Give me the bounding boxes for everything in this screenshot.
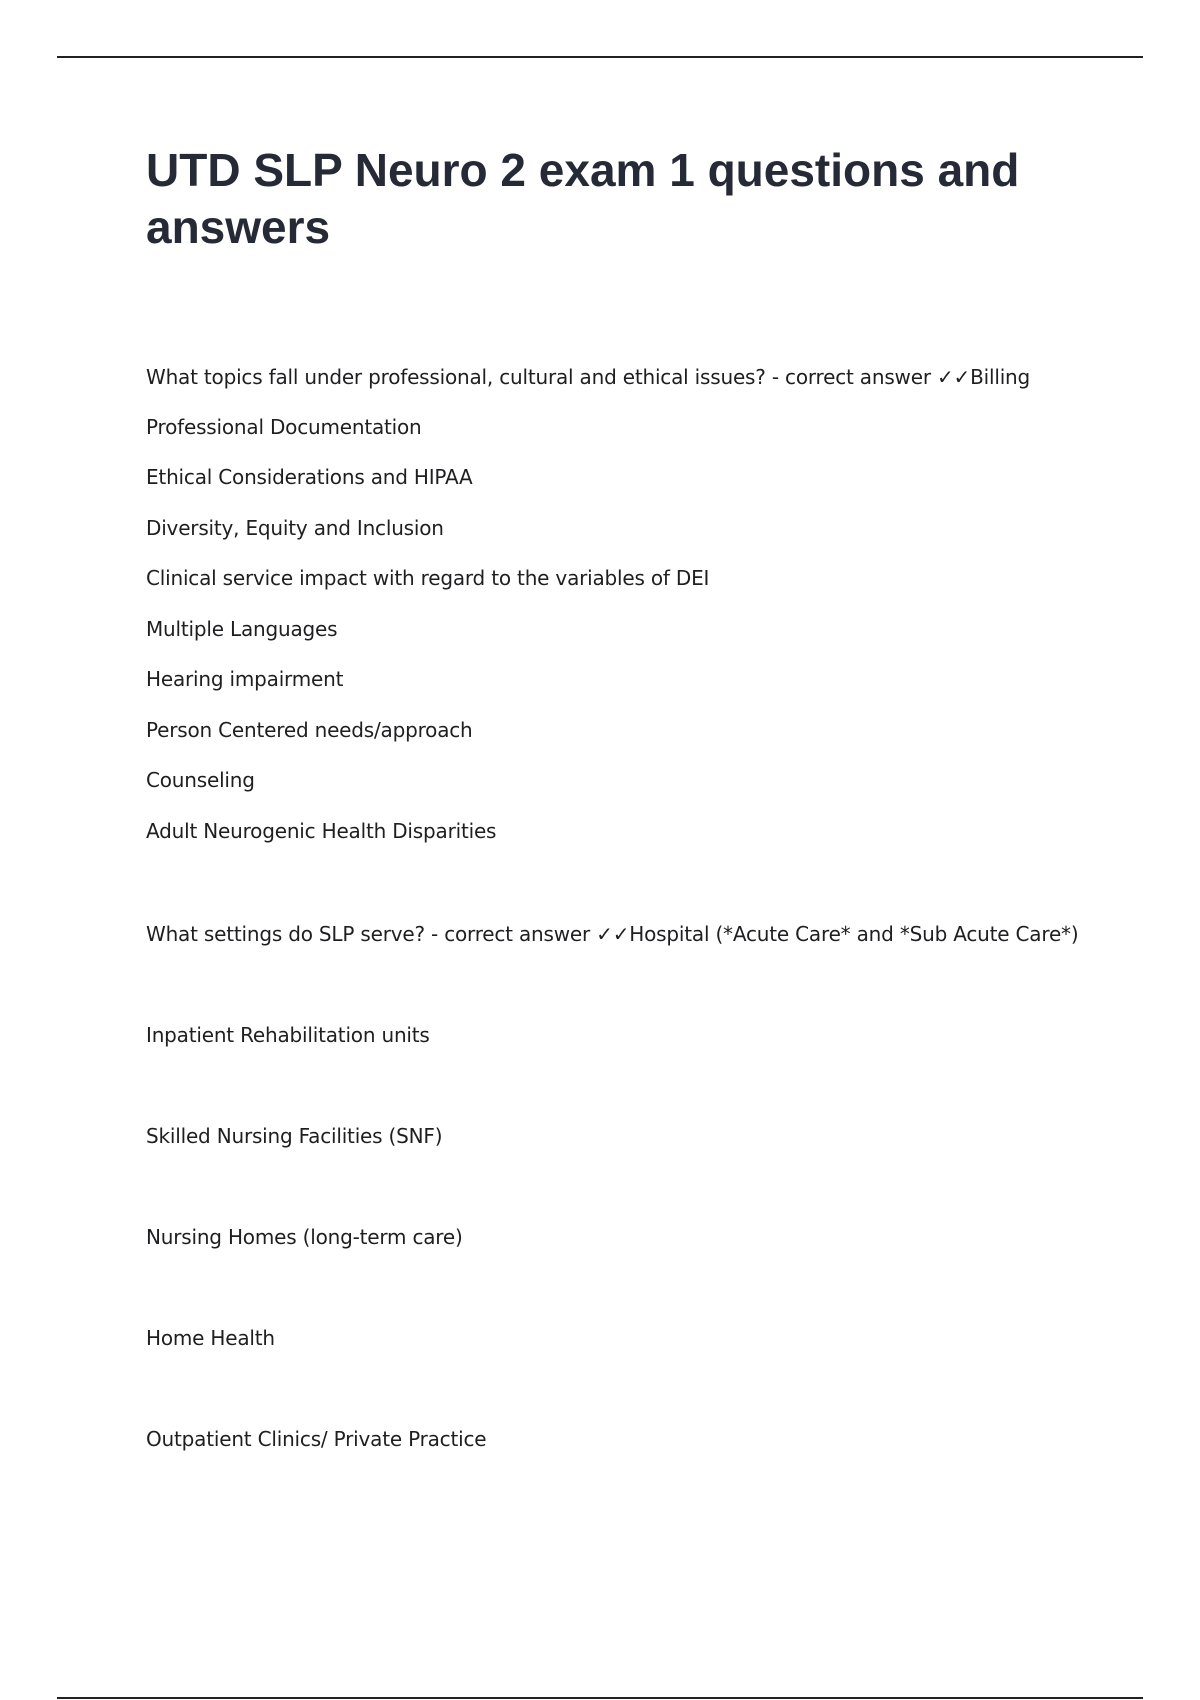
document-title: UTD SLP Neuro 2 exam 1 questions and answers — [146, 144, 1020, 253]
question-2: What settings do SLP serve? - correct answer ✓✓Hospital (*Acute Care* and *Sub Acute Care*) — [146, 922, 1079, 946]
top-divider — [57, 56, 1143, 58]
answer-item: Clinical service impact with regard to the variables of DEI — [146, 566, 710, 590]
question-1: What topics fall under professional, cultural and ethical issues? - correct answer ✓✓Billing — [146, 365, 1031, 389]
answer-item: Outpatient Clinics/ Private Practice — [146, 1427, 487, 1451]
answer-item: Multiple Languages — [146, 617, 338, 641]
answer-item: Counseling — [146, 768, 255, 792]
answer-item: Ethical Considerations and HIPAA — [146, 465, 473, 489]
answer-item: Home Health — [146, 1326, 275, 1350]
answer-item: Inpatient Rehabilitation units — [146, 1023, 430, 1047]
bottom-divider — [57, 1697, 1143, 1699]
answer-item: Person Centered needs/approach — [146, 718, 473, 742]
answer-item: Nursing Homes (long-term care) — [146, 1225, 463, 1249]
answer-item: Adult Neurogenic Health Disparities — [146, 819, 497, 843]
answer-item: Professional Documentation — [146, 415, 422, 439]
answer-item: Hearing impairment — [146, 667, 344, 691]
answer-item: Diversity, Equity and Inclusion — [146, 516, 444, 540]
answer-item: Skilled Nursing Facilities (SNF) — [146, 1124, 443, 1148]
